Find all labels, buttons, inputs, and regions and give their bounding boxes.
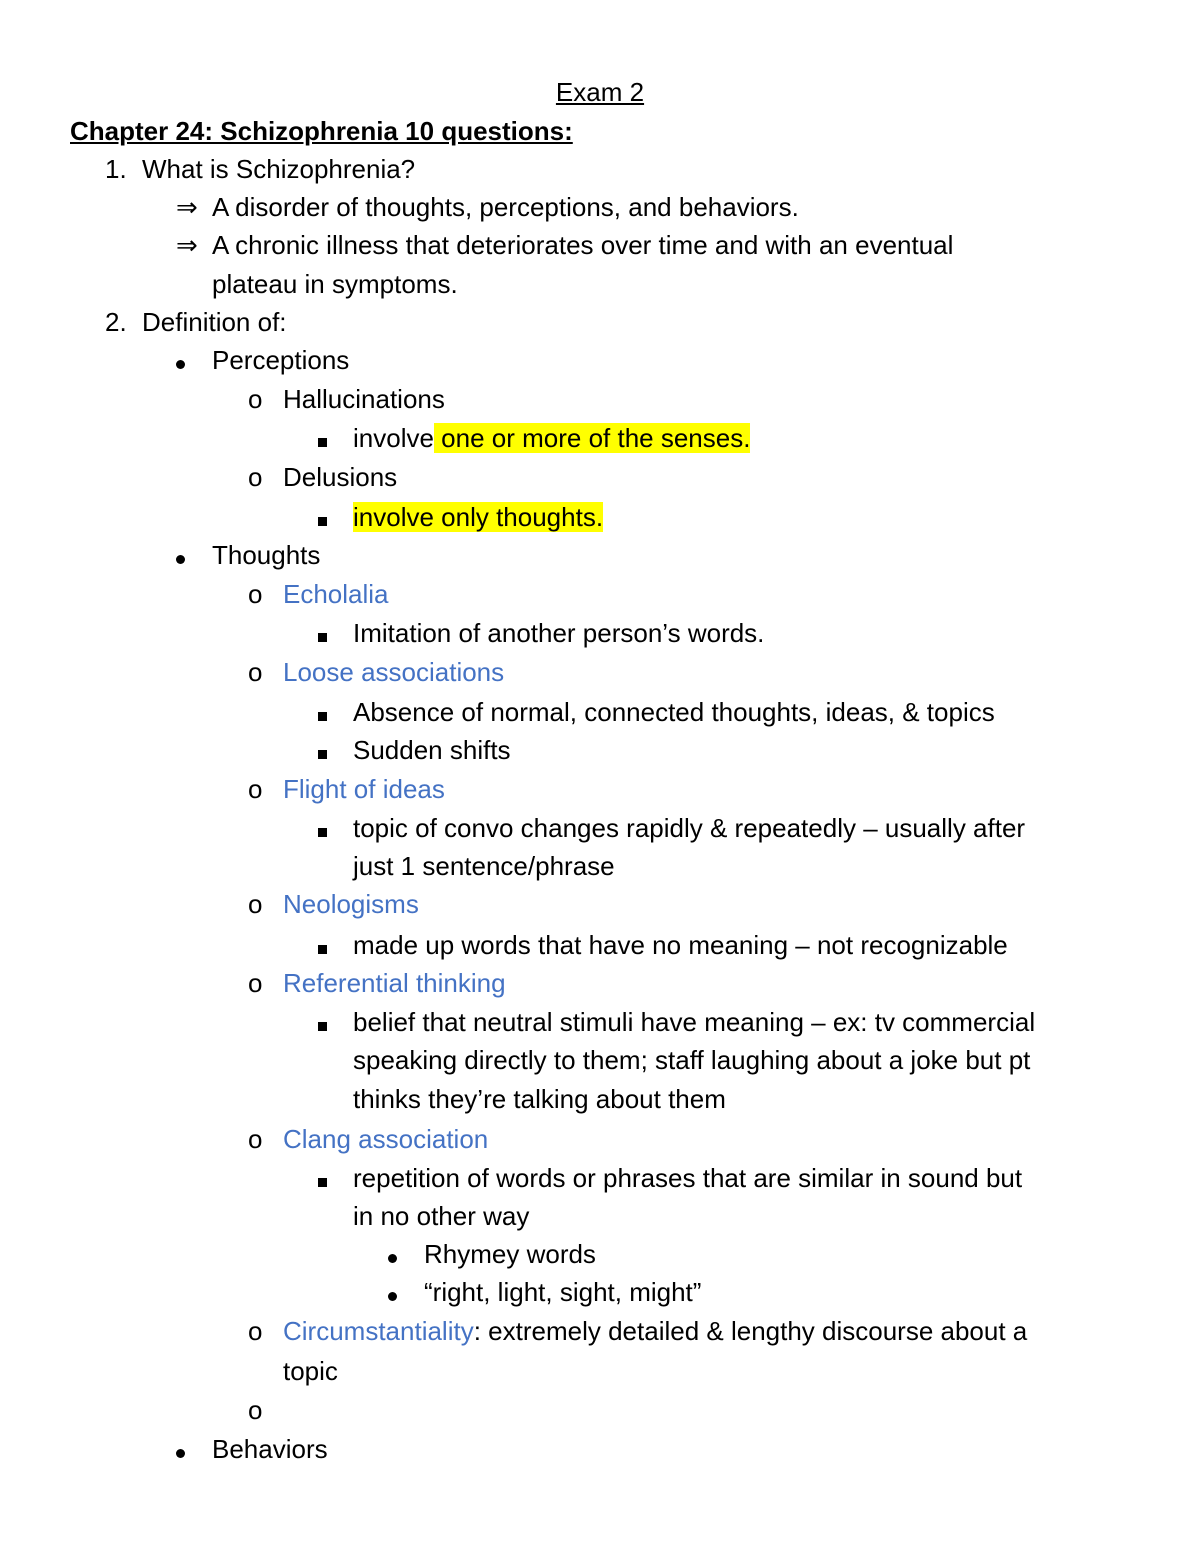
square-bullet-icon [318, 1159, 327, 1197]
circle-bullet-icon: o [248, 657, 263, 687]
page-title: Exam 2 [555, 77, 645, 107]
echolalia-term: Echolalia [283, 579, 389, 609]
question-2-text: Definition of: [142, 307, 287, 337]
loose-associations-term: Loose associations [283, 657, 505, 687]
square-bullet-icon [318, 1003, 327, 1041]
circumstantiality-def: : extremely detailed & lengthy discourse about a [473, 1316, 1028, 1346]
flight-of-ideas-def-line-2: just 1 sentence/phrase [353, 851, 615, 881]
question-1-number: 1. [105, 154, 127, 184]
thoughts-label: Thoughts [212, 540, 321, 570]
bullet-dot-icon [176, 536, 185, 574]
circle-bullet-icon: o [248, 384, 263, 414]
bullet-dot-icon [176, 341, 185, 379]
answer-1: A disorder of thoughts, perceptions, and behaviors. [212, 192, 799, 222]
square-bullet-icon [318, 926, 327, 964]
clang-example-1: Rhymey words [424, 1239, 596, 1269]
bullet-dot-icon [388, 1235, 397, 1273]
circle-bullet-icon: o [248, 1316, 263, 1346]
hallucinations-def-highlight: one or more of the senses. [433, 423, 751, 453]
referential-def-line-2: speaking directly to them; staff laughing about a joke but pt [353, 1045, 1031, 1075]
referential-thinking-term: Referential thinking [283, 968, 506, 998]
clang-def-line-2: in no other way [353, 1201, 530, 1231]
neologisms-term: Neologisms [283, 889, 419, 919]
circle-bullet-icon: o [248, 1124, 263, 1154]
question-2-number: 2. [105, 307, 127, 337]
delusions-definition [353, 498, 603, 536]
delusions-def-highlight: involve only thoughts. [353, 502, 604, 532]
clang-example-2: “right, light, sight, might” [424, 1277, 702, 1307]
echolalia-definition: Imitation of another person’s words. [353, 618, 765, 648]
square-bullet-icon [318, 419, 327, 457]
square-bullet-icon [318, 693, 327, 731]
loose-associations-def-2: Sudden shifts [353, 735, 511, 765]
bullet-dot-icon [176, 1430, 185, 1468]
circle-bullet-icon: o [248, 968, 263, 998]
circumstantiality-term: Circumstantiality [283, 1316, 474, 1346]
square-bullet-icon [318, 614, 327, 652]
chapter-heading: Chapter 24: Schizophrenia 10 questions: [70, 116, 573, 146]
circle-bullet-icon: o [248, 462, 263, 492]
circle-bullet-icon: o [248, 774, 263, 804]
question-1-text: What is Schizophrenia? [142, 154, 416, 184]
flight-of-ideas-term: Flight of ideas [283, 774, 445, 804]
clang-association-term: Clang association [283, 1124, 489, 1154]
arrow-bullet-icon: ⇒ [176, 230, 198, 260]
circle-bullet-icon: o [248, 579, 263, 609]
delusions-term: Delusions [283, 462, 398, 492]
bullet-dot-icon [388, 1273, 397, 1311]
circle-bullet-icon: o [248, 889, 263, 919]
answer-2-line-2: plateau in symptoms. [212, 269, 458, 299]
circumstantiality-line-2: topic [283, 1356, 338, 1386]
hallucinations-definition [353, 419, 750, 457]
loose-associations-def-1: Absence of normal, connected thoughts, ideas, & topics [353, 697, 995, 727]
circle-bullet-icon: o [248, 1395, 263, 1425]
square-bullet-icon [318, 731, 327, 769]
arrow-bullet-icon: ⇒ [176, 192, 198, 222]
perceptions-label: Perceptions [212, 345, 350, 375]
referential-def-line-3: thinks they’re talking about them [353, 1084, 726, 1114]
square-bullet-icon [318, 809, 327, 847]
neologisms-definition: made up words that have no meaning – not recognizable [353, 930, 1008, 960]
square-bullet-icon [318, 498, 327, 536]
clang-def-line-1: repetition of words or phrases that are similar in sound but [353, 1163, 1023, 1193]
flight-of-ideas-def-line-1: topic of convo changes rapidly & repeatedly – usually after [353, 813, 1026, 843]
answer-2-line-1: A chronic illness that deteriorates over time and with an eventual [212, 230, 954, 260]
hallucinations-def-prefix: involve [353, 423, 434, 453]
behaviors-label: Behaviors [212, 1434, 328, 1464]
hallucinations-term: Hallucinations [283, 384, 445, 414]
referential-def-line-1: belief that neutral stimuli have meaning – ex: tv commercial [353, 1007, 1036, 1037]
circumstantiality-line-1 [283, 1312, 1027, 1350]
